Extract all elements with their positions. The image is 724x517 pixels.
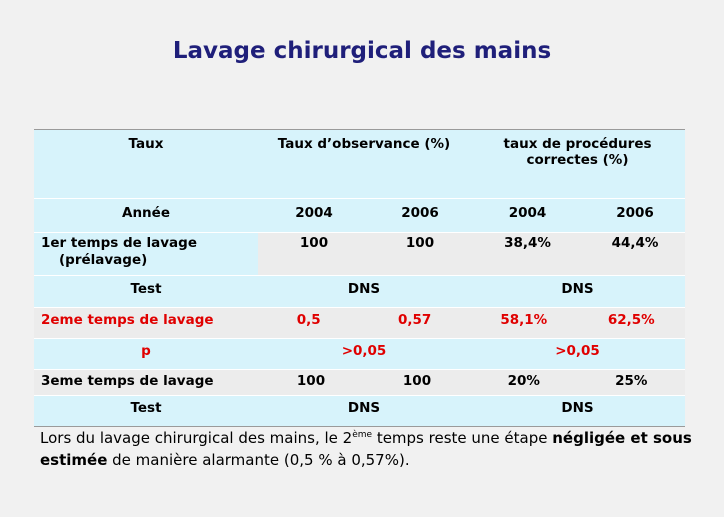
table-cell: >0,05 — [258, 339, 470, 370]
row-label: 2eme temps de lavage — [34, 308, 258, 339]
conclusion-part: de manière alarmante (0,5 % à 0,57%). — [107, 451, 410, 469]
conclusion-part: temps reste une étape — [372, 429, 553, 447]
table-cell-pair — [470, 308, 685, 339]
year-cell: 2004 — [258, 199, 370, 233]
table-cell: 100 — [258, 233, 370, 276]
table-cell: DNS — [258, 276, 470, 308]
results-table — [34, 129, 685, 427]
table-cell-pair — [258, 308, 470, 339]
row-test-1 — [34, 276, 685, 308]
conclusion-emphasis: négligée et sous estimée — [40, 429, 692, 469]
page-title: Lavage chirurgical des mains — [172, 38, 552, 64]
row-test-2 — [34, 396, 685, 427]
table-cell: 100 — [296, 373, 326, 389]
year-label: Année — [34, 199, 258, 233]
table-cell: 0,57 — [398, 312, 432, 328]
year-cell: 2006 — [585, 199, 685, 233]
table-cell: DNS — [470, 396, 685, 427]
table-cell-pair — [258, 370, 470, 396]
table-cell: >0,05 — [470, 339, 685, 370]
row-second-wash — [34, 308, 685, 339]
year-cell: 2004 — [470, 199, 585, 233]
table-cell: DNS — [470, 276, 685, 308]
header-procedures-line2: correctes (%) — [526, 152, 629, 168]
table-cell: DNS — [258, 396, 470, 427]
table-cell: 0,5 — [296, 312, 321, 328]
header-observance: Taux d’observance (%) — [258, 130, 470, 199]
table-cell: 58,1% — [500, 312, 548, 328]
row-label-line2: (prélavage) — [59, 252, 148, 268]
conclusion-superscript: ème — [352, 430, 373, 440]
table-cell: 62,5% — [607, 312, 655, 328]
row-p-value — [34, 339, 685, 370]
year-row — [34, 199, 685, 233]
header-taux: Taux — [34, 130, 258, 199]
table-cell: 44,4% — [585, 233, 685, 276]
row-label: Test — [34, 276, 258, 308]
year-cell: 2006 — [370, 199, 470, 233]
row-label-line1: 1er temps de lavage — [41, 235, 197, 251]
table-cell: 20% — [507, 373, 540, 389]
header-row — [34, 130, 685, 199]
header-procedures-line1: taux de procédures — [503, 136, 652, 152]
row-label: p — [34, 339, 258, 370]
table-cell: 100 — [402, 373, 432, 389]
table-cell: 25% — [615, 373, 648, 389]
header-procedures — [470, 130, 685, 199]
table-cell: 100 — [370, 233, 470, 276]
row-label: 3eme temps de lavage — [34, 370, 258, 396]
conclusion-part: Lors du lavage chirurgical des mains, le 2 — [40, 429, 353, 447]
row-label — [34, 233, 258, 276]
table-cell-pair — [470, 370, 685, 396]
row-first-wash — [34, 233, 685, 276]
row-label: Test — [34, 396, 258, 427]
conclusion-text — [40, 424, 700, 471]
table-cell: 38,4% — [470, 233, 585, 276]
row-third-wash — [34, 370, 685, 396]
